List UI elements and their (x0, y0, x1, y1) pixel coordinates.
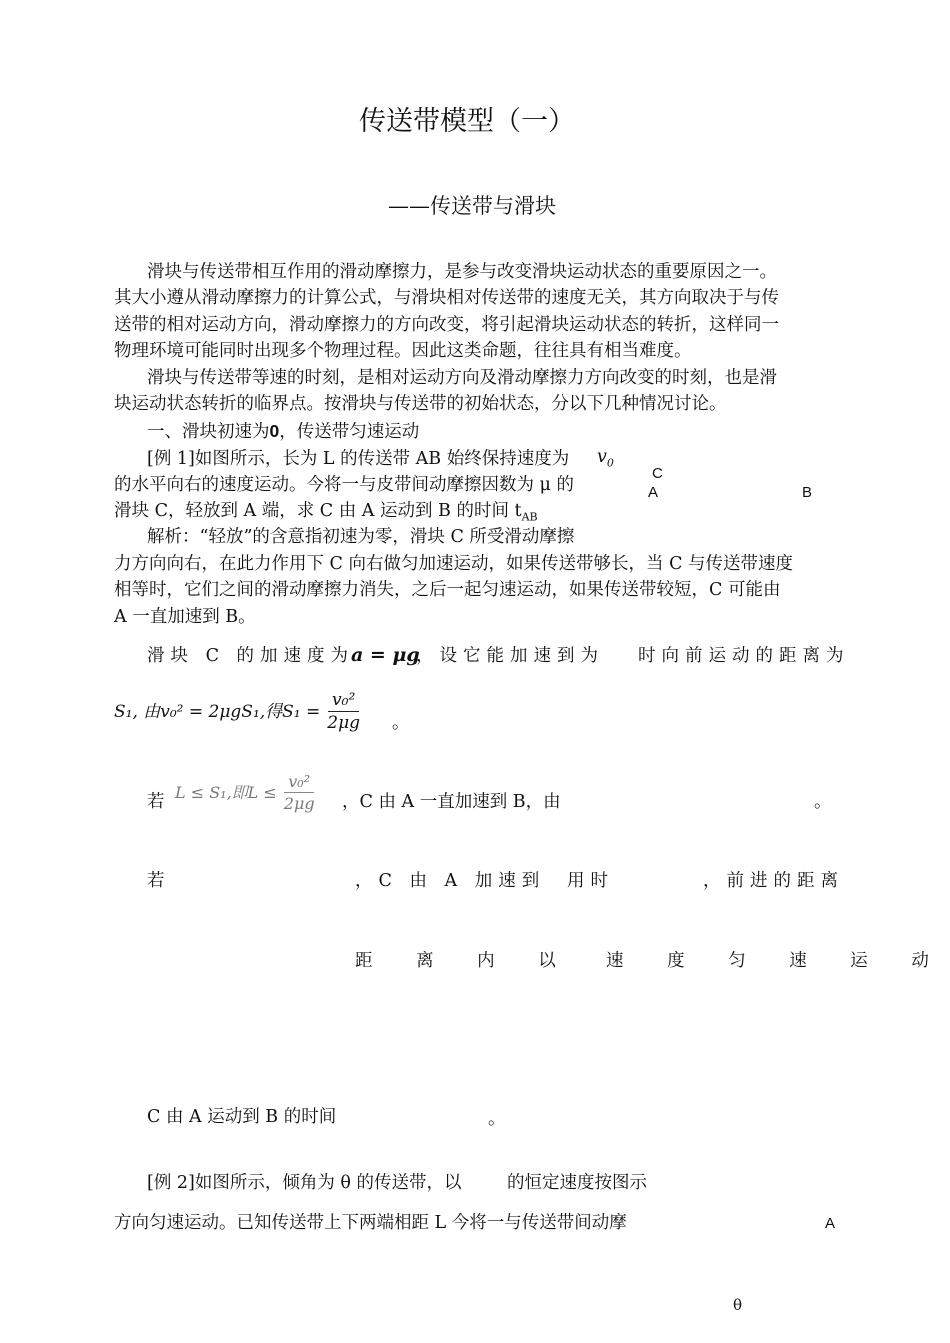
figure-label-a: A (648, 484, 659, 501)
case2-line2a: 距 离 内 以 (355, 951, 575, 971)
case1-formula: L ≤ S₁,即L ≤ $\frac{\text{v₀²}}{2\mu g}$ (175, 774, 319, 812)
s1-formula: S₁, 由v₀² = 2μgS₁,得S₁ = $\frac{\text{v₀²}}{2\mu g}$ (114, 692, 364, 732)
case2-text: 用时 (567, 871, 614, 891)
case2-ruo: 若 (147, 871, 165, 891)
case2-time: C 由 A 运动到 B 的时间 (147, 1107, 337, 1127)
s1-fraction (323, 692, 364, 732)
solution-line: A 一直加速到 B。 (114, 607, 256, 627)
example1-line: [例 1]如图所示，长为 L 的传送带 AB 始终保持速度为 (147, 449, 570, 469)
s1-denominator: 2μg (327, 713, 361, 733)
intro-line: 块运动状态转折的临界点。按滑块与传送带的初始状态，分以下几种情况讨论。 (114, 394, 727, 414)
accel-text: 时向前运动的距离为 (638, 646, 850, 666)
example1-v0: $v_0$ (597, 447, 614, 470)
intro-line: 其大小遵从滑动摩擦力的计算公式，与滑块相对传送带的速度无关，其方向取决于与传 (114, 288, 779, 308)
section-heading-tail: ，传送带匀速运动 (279, 422, 420, 442)
example2-line: 方向匀速运动。已知传送带上下两端相距 L 今将一与传送带间动摩 (114, 1213, 627, 1233)
section-heading (147, 423, 419, 442)
period: 。 (392, 713, 410, 733)
case1-numerator: v₀² (284, 774, 314, 793)
section-heading-text: 一、滑块初速为 (147, 422, 270, 442)
period: 。 (488, 1109, 506, 1129)
page-subtitle: ——传送带与滑块 (388, 194, 556, 218)
s1-numerator: v₀² (328, 692, 359, 712)
case1-fraction (280, 774, 319, 812)
example2-line: [例 2]如图所示，倾角为 θ 的传送带，以 (147, 1173, 462, 1193)
case2-text: ，前进的距离 (703, 871, 844, 891)
intro-line: 滑块与传送带相互作用的滑动摩擦力，是参与改变滑块运动状态的重要原因之一。 (147, 262, 777, 282)
solution-line: 解析：“轻放”的含意指初速为零，滑块 C 所受滑动摩擦 (147, 527, 575, 547)
example2-line: 的恒定速度按图示 (507, 1173, 647, 1193)
example1-tab-sub: AB (521, 510, 538, 524)
section-heading-zero: 0 (269, 421, 280, 441)
figure-label-c: C (652, 465, 663, 482)
accel-text: ，设它能加速到为 (416, 646, 604, 666)
accel-formula: a = μg (351, 644, 420, 666)
accel-text: 滑块 C 的加速度为 (147, 646, 355, 666)
intro-line: 送带的相对运动方向，滑动摩擦力的方向改变，将引起滑块运动状态的转折，这样同一 (114, 315, 779, 335)
intro-line: 物理环境可能同时出现多个物理过程。因此这类命题，往往具有相当难度。 (114, 341, 692, 361)
figure-label-b: B (802, 484, 813, 501)
case1-text: ，C 由 A 一直加速到 B，由 (342, 792, 561, 812)
solution-line: 相等时，它们之间的滑动摩擦力消失，之后一起匀速运动，如果传送带较短，C 可能由 (114, 580, 781, 600)
case1-denominator: 2μg (283, 794, 315, 813)
period: 。 (814, 792, 832, 812)
case2-text: ，C 由 A 加速到 (355, 871, 546, 891)
intro-line: 滑块与传送带等速的时刻，是相对运动方向及滑动摩擦力方向改变的时刻，也是滑 (147, 368, 777, 388)
figure2-label-a: A (825, 1215, 836, 1232)
case1-ruo: 若 (147, 792, 165, 812)
figure2-label-theta: θ (733, 1296, 743, 1314)
solution-line: 力方向向右，在此力作用下 C 向右做匀加速运动，如果传送带够长，当 C 与传送带速度 (114, 554, 794, 574)
example1-line: 滑块 C，轻放到 A 端，求 C 由 A 运动到 B 的时间 $t_{AB}$ (114, 501, 538, 524)
page-title: 传送带模型（一） (359, 106, 575, 137)
example1-line: 的水平向右的速度运动。今将一与皮带间动摩擦因数为 μ 的 (114, 475, 574, 495)
case2-line2b: 速 度 匀 速 运 动 (606, 951, 948, 971)
